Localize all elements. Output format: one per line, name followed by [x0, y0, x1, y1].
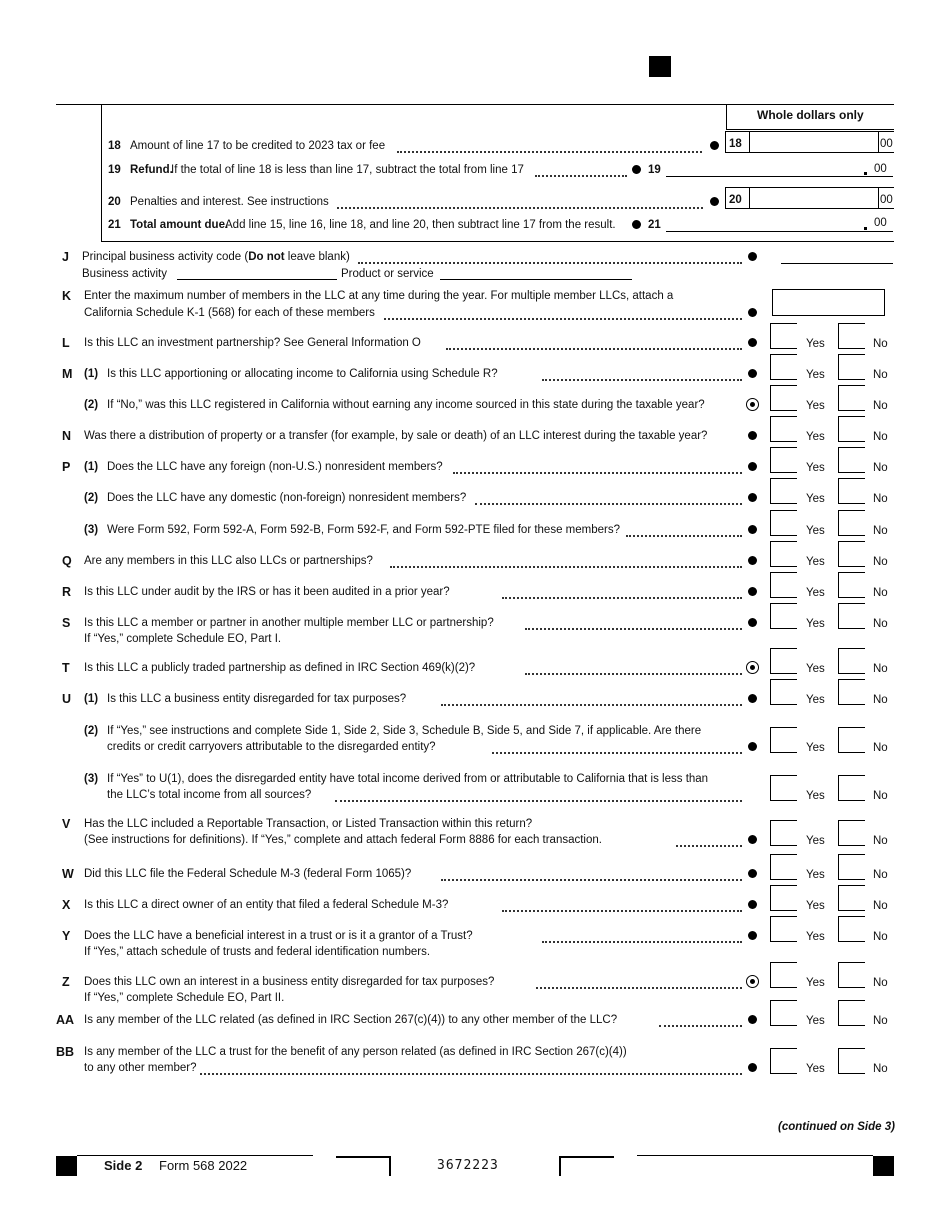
no-checkbox[interactable]	[838, 962, 865, 988]
yes-checkbox[interactable]	[770, 354, 797, 380]
product-service-label: Product or service	[341, 268, 434, 280]
section-bottom-rule	[101, 241, 894, 242]
yes-checkbox[interactable]	[770, 648, 797, 674]
leader-dots	[358, 262, 742, 264]
no-label: No	[873, 742, 888, 754]
yes-checkbox[interactable]	[770, 962, 797, 988]
bullet-icon	[710, 197, 719, 206]
question-letter: U	[62, 692, 72, 706]
question-letter: L	[62, 336, 70, 350]
question-text: Was there a distribution of property or a transfer (for example, by sale or death) of an LLC interest during the taxable year?	[84, 430, 708, 442]
no-label: No	[873, 400, 888, 412]
no-label: No	[873, 338, 888, 350]
no-checkbox[interactable]	[838, 447, 865, 473]
leader-dots	[502, 597, 742, 599]
question-letter: T	[62, 661, 70, 675]
question-letter: P	[62, 460, 71, 474]
question-text: Does the LLC have a beneficial interest in a trust or is it a grantor of a Trust?	[84, 930, 473, 942]
circled-bullet-icon	[746, 661, 759, 674]
question-text: Is this LLC apportioning or allocating income to California using Schedule R?	[107, 368, 498, 380]
no-label: No	[873, 977, 888, 989]
leader-dots	[453, 472, 742, 474]
bullet-icon	[748, 1015, 757, 1024]
registration-mark-top	[649, 56, 671, 77]
yes-checkbox[interactable]	[770, 572, 797, 598]
decimal-point	[864, 227, 867, 230]
question-letter: V	[62, 817, 71, 831]
no-checkbox[interactable]	[838, 885, 865, 911]
business-activity-field[interactable]	[177, 279, 337, 280]
leader-dots	[337, 207, 703, 209]
no-label: No	[873, 869, 888, 881]
yes-label: Yes	[806, 587, 825, 599]
question-text: Is this LLC a business entity disregarded for tax purposes?	[107, 693, 407, 705]
no-checkbox[interactable]	[838, 510, 865, 536]
no-checkbox[interactable]	[838, 572, 865, 598]
yes-label: Yes	[806, 525, 825, 537]
item-j-letter: J	[62, 250, 69, 264]
whole-dollars-divider	[726, 104, 727, 130]
no-label: No	[873, 900, 888, 912]
question-text: Has the LLC included a Reportable Transaction, or Listed Transaction within this return?	[84, 818, 533, 830]
leader-dots	[492, 752, 742, 754]
line-19-cents: 00	[874, 163, 887, 175]
leader-dots	[525, 673, 742, 675]
no-label: No	[873, 556, 888, 568]
cents-divider	[878, 131, 879, 153]
no-checkbox[interactable]	[838, 603, 865, 629]
yes-label: Yes	[806, 338, 825, 350]
yes-label: Yes	[806, 556, 825, 568]
question-letter: Z	[62, 975, 70, 989]
bullet-icon	[710, 141, 719, 150]
bullet-icon	[748, 462, 757, 471]
no-checkbox[interactable]	[838, 478, 865, 504]
no-label: No	[873, 462, 888, 474]
section-top-rule	[56, 104, 894, 105]
question-sub-number: (3)	[84, 773, 99, 785]
yes-checkbox[interactable]	[770, 323, 797, 349]
bullet-icon	[748, 556, 757, 565]
line-21-number: 21	[108, 219, 121, 231]
no-label: No	[873, 525, 888, 537]
bullet-icon	[748, 931, 757, 940]
ref-divider	[749, 131, 750, 153]
yes-label: Yes	[806, 1063, 825, 1075]
question-text: Does this LLC own an interest in a business entity disregarded for tax purposes?	[84, 976, 495, 988]
yes-label: Yes	[806, 869, 825, 881]
no-checkbox[interactable]	[838, 679, 865, 705]
leader-dots	[626, 535, 742, 537]
question-text: If “Yes,” complete Schedule EO, Part II.	[84, 992, 285, 1004]
line-21-bold: Total amount due.	[130, 219, 229, 231]
yes-checkbox[interactable]	[770, 603, 797, 629]
yes-label: Yes	[806, 462, 825, 474]
question-text: credits or credit carryovers attributable to the disregarded entity?	[107, 741, 436, 753]
yes-checkbox[interactable]	[770, 1048, 797, 1074]
yes-label: Yes	[806, 742, 825, 754]
leader-dots	[659, 1025, 742, 1027]
footer-bracket-left	[336, 1156, 391, 1176]
question-letter: R	[62, 585, 72, 599]
no-label: No	[873, 369, 888, 381]
line-20-number: 20	[108, 196, 121, 208]
bullet-icon	[748, 525, 757, 534]
leader-dots	[676, 845, 742, 847]
question-text: Does the LLC have any foreign (non-U.S.) nonresident members?	[107, 461, 443, 473]
no-label: No	[873, 1063, 888, 1075]
no-checkbox[interactable]	[838, 648, 865, 674]
leader-dots	[335, 800, 742, 802]
bullet-icon	[748, 308, 757, 317]
question-text: Does the LLC have any domestic (non-foreign) nonresident members?	[107, 492, 467, 504]
yes-label: Yes	[806, 618, 825, 630]
line-20-ref: 20	[729, 194, 742, 206]
no-checkbox[interactable]	[838, 541, 865, 567]
item-k-line2: California Schedule K-1 (568) for each of these members	[84, 307, 375, 319]
question-sub-number: (1)	[84, 693, 99, 705]
bullet-icon	[632, 220, 641, 229]
no-checkbox[interactable]	[838, 354, 865, 380]
line-19-amount-field[interactable]	[666, 176, 893, 177]
question-text: (See instructions for definitions). If “Yes,” complete and attach federal Form 8886 for each transaction.	[84, 834, 602, 846]
question-sub-number: (2)	[84, 492, 99, 504]
question-sub-number: (3)	[84, 524, 99, 536]
question-text: Is this LLC an investment partnership? See General Information O	[84, 337, 421, 349]
leader-dots	[397, 151, 702, 153]
no-label: No	[873, 587, 888, 599]
no-label: No	[873, 931, 888, 943]
no-label: No	[873, 790, 888, 802]
leader-dots	[446, 348, 742, 350]
no-label: No	[873, 1015, 888, 1027]
bullet-icon	[748, 900, 757, 909]
yes-checkbox[interactable]	[770, 416, 797, 442]
question-letter: AA	[56, 1013, 75, 1027]
no-checkbox[interactable]	[838, 820, 865, 846]
question-letter: S	[62, 616, 71, 630]
yes-label: Yes	[806, 977, 825, 989]
no-checkbox[interactable]	[838, 775, 865, 801]
bullet-icon	[748, 493, 757, 502]
line-21-ref: 21	[648, 219, 661, 231]
leader-dots	[535, 175, 627, 177]
line-18-number: 18	[108, 140, 121, 152]
yes-checkbox[interactable]	[770, 775, 797, 801]
yes-checkbox[interactable]	[770, 679, 797, 705]
yes-label: Yes	[806, 694, 825, 706]
line-19-ref: 19	[648, 164, 661, 176]
leader-dots	[200, 1073, 742, 1075]
no-label: No	[873, 663, 888, 675]
no-checkbox[interactable]	[838, 1048, 865, 1074]
footer-rule-right	[637, 1155, 873, 1156]
line-18-amount-field[interactable]	[725, 131, 894, 153]
line-19-number: 19	[108, 164, 121, 176]
question-text: Did this LLC file the Federal Schedule M-3 (federal Form 1065)?	[84, 868, 412, 880]
question-sub-number: (2)	[84, 725, 99, 737]
question-text: to any other member?	[84, 1062, 197, 1074]
business-code-field[interactable]	[781, 263, 893, 264]
footer-form: Form 568 2022	[159, 1158, 248, 1173]
leader-dots	[475, 503, 742, 505]
section-left-rule	[101, 104, 102, 242]
yes-checkbox[interactable]	[770, 854, 797, 880]
circled-bullet-icon	[746, 975, 759, 988]
line-20-cents: 00	[880, 194, 893, 206]
question-text: Is this LLC a direct owner of an entity that filed a federal Schedule M-3?	[84, 899, 449, 911]
ref-divider	[749, 187, 750, 209]
question-text: the LLC’s total income from all sources?	[107, 789, 312, 801]
line-19-text: If the total of line 18 is less than line 17, subtract the total from line 17	[171, 164, 524, 176]
question-sub-number: (2)	[84, 399, 99, 411]
question-sub-number: (1)	[84, 461, 99, 473]
line-18-ref: 18	[729, 138, 742, 150]
no-checkbox[interactable]	[838, 416, 865, 442]
leader-dots	[525, 628, 742, 630]
question-letter: M	[62, 367, 73, 381]
footer-code: 3672223	[437, 1158, 499, 1173]
yes-checkbox[interactable]	[770, 385, 797, 411]
yes-label: Yes	[806, 493, 825, 505]
decimal-point	[864, 172, 867, 175]
yes-checkbox[interactable]	[770, 478, 797, 504]
whole-dollars-rule	[726, 129, 894, 130]
yes-checkbox[interactable]	[770, 727, 797, 753]
footer-bracket-right	[559, 1156, 614, 1176]
no-checkbox[interactable]	[838, 1000, 865, 1026]
whole-dollars-label: Whole dollars only	[757, 108, 864, 122]
line-21-text: Add line 15, line 16, line 18, and line 20, then subtract line 17 from the result.	[225, 219, 616, 231]
no-checkbox[interactable]	[838, 385, 865, 411]
question-letter: Y	[62, 929, 71, 943]
yes-checkbox[interactable]	[770, 916, 797, 942]
yes-label: Yes	[806, 790, 825, 802]
line-20-text: Penalties and interest. See instructions	[130, 196, 329, 208]
leader-dots	[542, 379, 742, 381]
leader-dots	[390, 566, 742, 568]
yes-checkbox[interactable]	[770, 541, 797, 567]
bullet-icon	[748, 338, 757, 347]
bullet-icon	[748, 1063, 757, 1072]
line-21-cents: 00	[874, 217, 887, 229]
question-text: If “No,” was this LLC registered in California without earning any income sourced in this state during the taxable year?	[107, 399, 705, 411]
leader-dots	[536, 987, 742, 989]
line-20-amount-field[interactable]	[725, 187, 894, 209]
no-checkbox[interactable]	[838, 727, 865, 753]
question-letter: X	[62, 898, 71, 912]
bullet-icon	[632, 165, 641, 174]
bullet-icon	[748, 742, 757, 751]
leader-dots	[542, 941, 742, 943]
product-service-field[interactable]	[440, 279, 632, 280]
no-label: No	[873, 618, 888, 630]
yes-label: Yes	[806, 663, 825, 675]
question-letter: BB	[56, 1045, 75, 1059]
question-text: If “Yes,” attach schedule of trusts and federal identification numbers.	[84, 946, 431, 958]
leader-dots	[502, 910, 742, 912]
yes-label: Yes	[806, 835, 825, 847]
registration-mark-bottom-right	[873, 1156, 894, 1176]
yes-checkbox[interactable]	[770, 1000, 797, 1026]
question-text: Are any members in this LLC also LLCs or partnerships?	[84, 555, 373, 567]
bullet-icon	[748, 431, 757, 440]
item-k-line1: Enter the maximum number of members in the LLC at any time during the year. For multiple member LLCs, attach a	[84, 290, 674, 302]
no-label: No	[873, 431, 888, 443]
yes-label: Yes	[806, 431, 825, 443]
question-text: If “Yes,” see instructions and complete Side 1, Side 2, Side 3, Schedule B, Side 5, and Side 7, if applicable. Are there	[107, 725, 702, 737]
yes-checkbox[interactable]	[770, 447, 797, 473]
question-letter: W	[62, 867, 74, 881]
question-letter: Q	[62, 554, 72, 568]
question-text: Is any member of the LLC a trust for the benefit of any person related (as defined in IRC Section 267(c)(4))	[84, 1046, 627, 1058]
no-checkbox[interactable]	[838, 854, 865, 880]
line-18-cents: 00	[880, 138, 893, 150]
registration-mark-bottom-left	[56, 1156, 77, 1176]
item-k-letter: K	[62, 289, 72, 303]
no-label: No	[873, 835, 888, 847]
no-checkbox[interactable]	[838, 323, 865, 349]
question-letter: N	[62, 429, 72, 443]
line-19-bold: Refund.	[130, 164, 173, 176]
question-sub-number: (1)	[84, 368, 99, 380]
footer-side: Side 2	[104, 1158, 143, 1173]
continued-note: (continued on Side 3)	[778, 1121, 895, 1133]
bullet-icon	[748, 869, 757, 878]
member-count-field[interactable]	[772, 289, 885, 316]
bullet-icon	[748, 694, 757, 703]
line-21-amount-field[interactable]	[666, 231, 893, 232]
footer-rule-left	[77, 1155, 313, 1156]
yes-checkbox[interactable]	[770, 885, 797, 911]
yes-label: Yes	[806, 1015, 825, 1027]
leader-dots	[384, 318, 742, 320]
question-text: If “Yes,” complete Schedule EO, Part I.	[84, 633, 282, 645]
bullet-icon	[748, 587, 757, 596]
yes-label: Yes	[806, 369, 825, 381]
yes-checkbox[interactable]	[770, 510, 797, 536]
bullet-icon	[748, 252, 757, 261]
business-activity-label: Business activity	[82, 268, 168, 280]
bullet-icon	[748, 835, 757, 844]
yes-checkbox[interactable]	[770, 820, 797, 846]
no-label: No	[873, 493, 888, 505]
question-text: Is this LLC under audit by the IRS or has it been audited in a prior year?	[84, 586, 450, 598]
cents-divider	[878, 187, 879, 209]
leader-dots	[441, 704, 742, 706]
circled-bullet-icon	[746, 398, 759, 411]
question-text: Is this LLC a publicly traded partnership as defined in IRC Section 469(k)(2)?	[84, 662, 476, 674]
leader-dots	[441, 879, 742, 881]
question-text: Is any member of the LLC related (as defined in IRC Section 267(c)(4)) to any other member of the LLC?	[84, 1014, 618, 1026]
question-text: Were Form 592, Form 592-A, Form 592-B, Form 592-F, and Form 592-PTE filed for these members?	[107, 524, 620, 536]
bullet-icon	[748, 618, 757, 627]
line-18-text: Amount of line 17 to be credited to 2023 tax or fee	[130, 140, 386, 152]
yes-label: Yes	[806, 400, 825, 412]
item-j-text: Principal business activity code (Do not leave blank)	[82, 251, 350, 263]
no-label: No	[873, 694, 888, 706]
no-checkbox[interactable]	[838, 916, 865, 942]
yes-label: Yes	[806, 931, 825, 943]
question-text: If “Yes” to U(1), does the disregarded entity have total income derived from or attributable to California that is less than	[107, 773, 709, 785]
yes-label: Yes	[806, 900, 825, 912]
question-text: Is this LLC a member or partner in another multiple member LLC or partnership?	[84, 617, 494, 629]
bullet-icon	[748, 369, 757, 378]
